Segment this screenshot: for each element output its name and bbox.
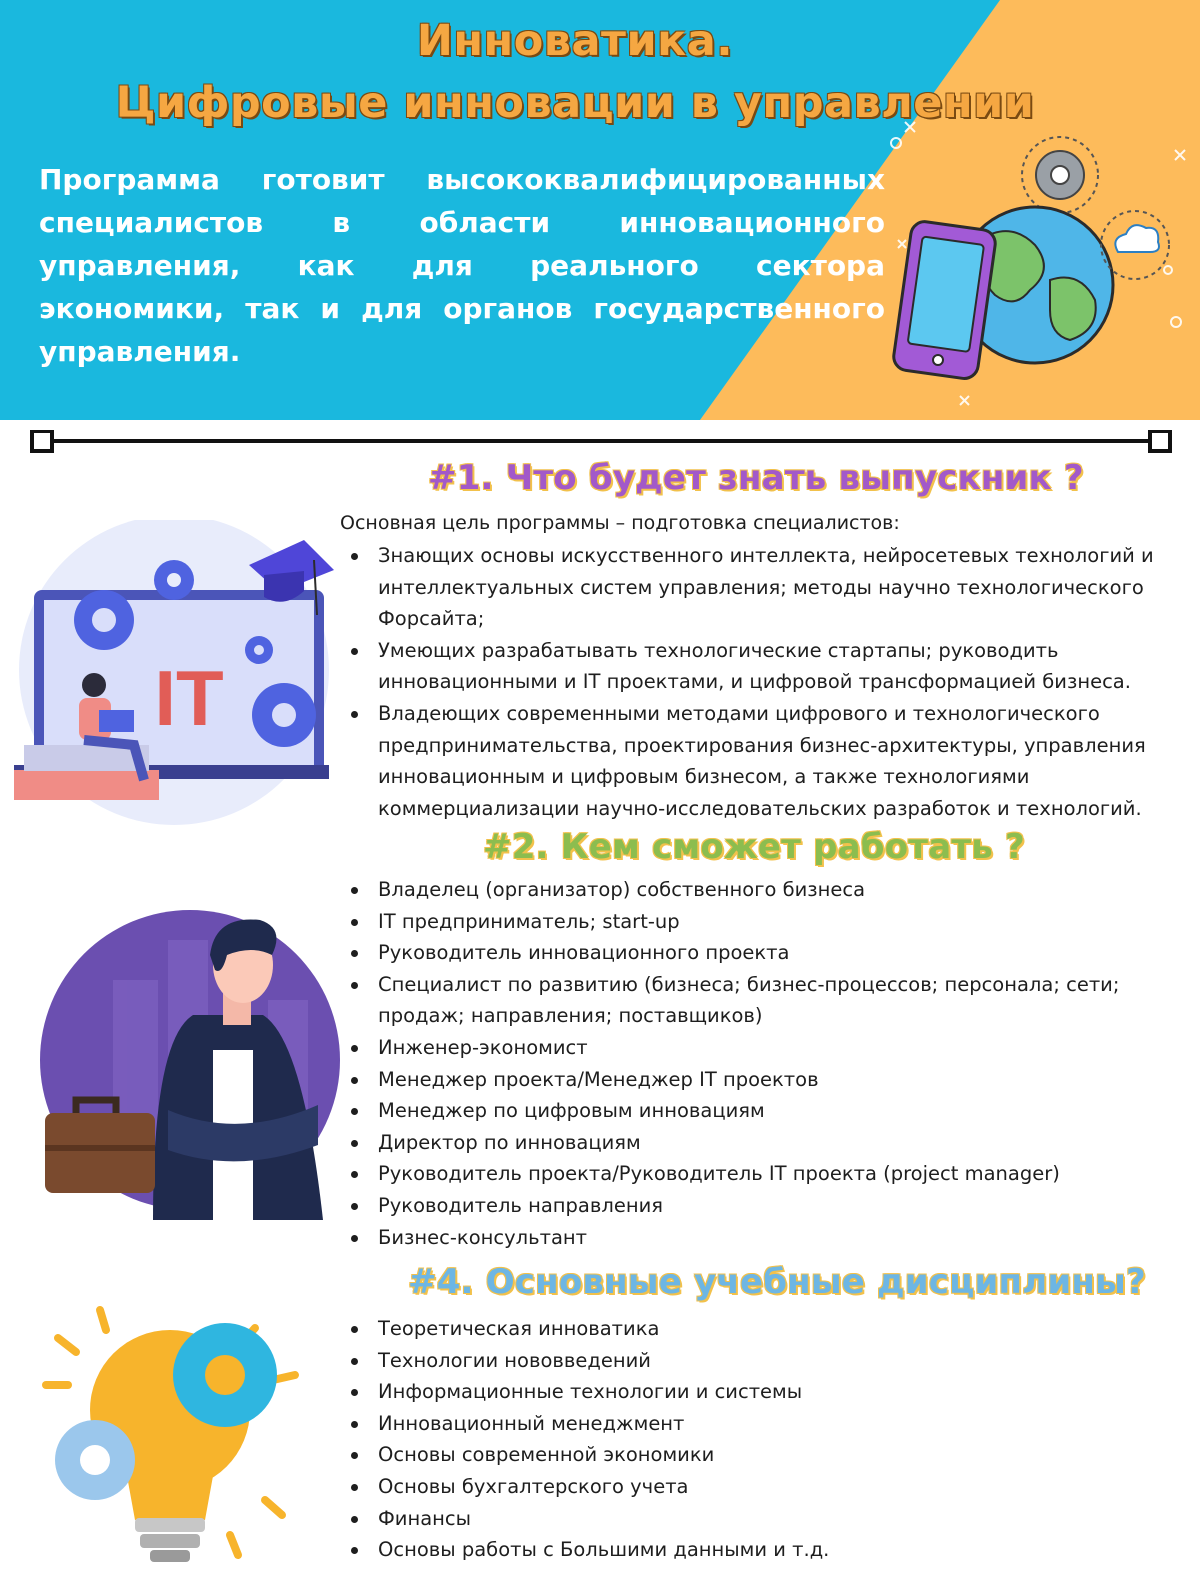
page-title-line1: Инноватика.: [416, 16, 734, 66]
list-item: Финансы: [340, 1503, 1185, 1535]
header-banner: [0, 0, 1200, 420]
section3-heading: #4. Основные учебные дисциплины?: [408, 1262, 1146, 1302]
list-item: Основы бухгалтерского учета: [340, 1471, 1185, 1503]
list-item: Руководитель инновационного проекта: [340, 937, 1185, 969]
list-item: Знающих основы искусственного интеллекта, нейросетевых технологий и интеллектуальных систем управления; методы научно технологического Форсайта;: [340, 540, 1185, 635]
section1-heading: #1. Что будет знать выпускник ?: [428, 458, 1084, 498]
lightbulb-gears-illustration: [40, 1300, 310, 1570]
list-item: Менеджер по цифровым инновациям: [340, 1095, 1185, 1127]
list-item: Основы работы с Большими данными и т.д.: [340, 1534, 1185, 1566]
list-item: Основы современной экономики: [340, 1439, 1185, 1471]
globe-phone-illustration: [880, 130, 1180, 390]
section-divider: [30, 430, 1180, 456]
list-item: Инженер-экономист: [340, 1032, 1185, 1064]
it-laptop-illustration: [14, 520, 334, 830]
gear-icon: [1022, 137, 1098, 213]
list-item: IT предприниматель; start-up: [340, 906, 1185, 938]
it-label: IT: [154, 654, 224, 742]
section2-heading: #2. Кем сможет работать ?: [483, 827, 1025, 867]
list-item: Менеджер проекта/Менеджер IT проектов: [340, 1064, 1185, 1096]
list-item: Владеющих современными методами цифрового и технологического предпринимательства, проектирования бизнес-архитектуры, управления инновационным и цифровым бизнесом, а также технологиями коммерциализации научно-исследовательских разработок и технологий.: [340, 698, 1185, 824]
list-item: Технологии нововведений: [340, 1345, 1185, 1377]
briefcase-icon: [45, 1100, 155, 1193]
page-title-line2: Цифровые инновации в управлении: [115, 78, 1035, 128]
list-item: Умеющих разрабатывать технологические стартапы; руководить инновационными и IT проектами, и цифровой трансформацией бизнеса.: [340, 635, 1185, 698]
list-item: Руководитель проекта/Руководитель IT проекта (project manager): [340, 1158, 1185, 1190]
businessman-illustration: [38, 910, 348, 1220]
list-item: Владелец (организатор) собственного бизнеса: [340, 874, 1185, 906]
list-item: Бизнес-консультант: [340, 1222, 1185, 1254]
list-item: Директор по инновациям: [340, 1127, 1185, 1159]
list-item: Специалист по развитию (бизнеса; бизнес-процессов; персонала; сети; продаж; направления; поставщиков): [340, 969, 1185, 1032]
section2-list: [340, 874, 1185, 1253]
list-item: Инновационный менеджмент: [340, 1408, 1185, 1440]
section1-list: [340, 540, 1185, 824]
smartphone-icon: [892, 220, 997, 380]
section1-lead: Основная цель программы – подготовка специалистов:: [340, 512, 900, 534]
section3-list: [340, 1313, 1185, 1566]
list-item: Информационные технологии и системы: [340, 1376, 1185, 1408]
list-item: Теоретическая инноватика: [340, 1313, 1185, 1345]
list-item: Руководитель направления: [340, 1190, 1185, 1222]
intro-paragraph: Программа готовит высококвалифицированных специалистов в области инновационного управления, как для реального сектора экономики, так и для органов государственного управления.: [39, 163, 885, 368]
